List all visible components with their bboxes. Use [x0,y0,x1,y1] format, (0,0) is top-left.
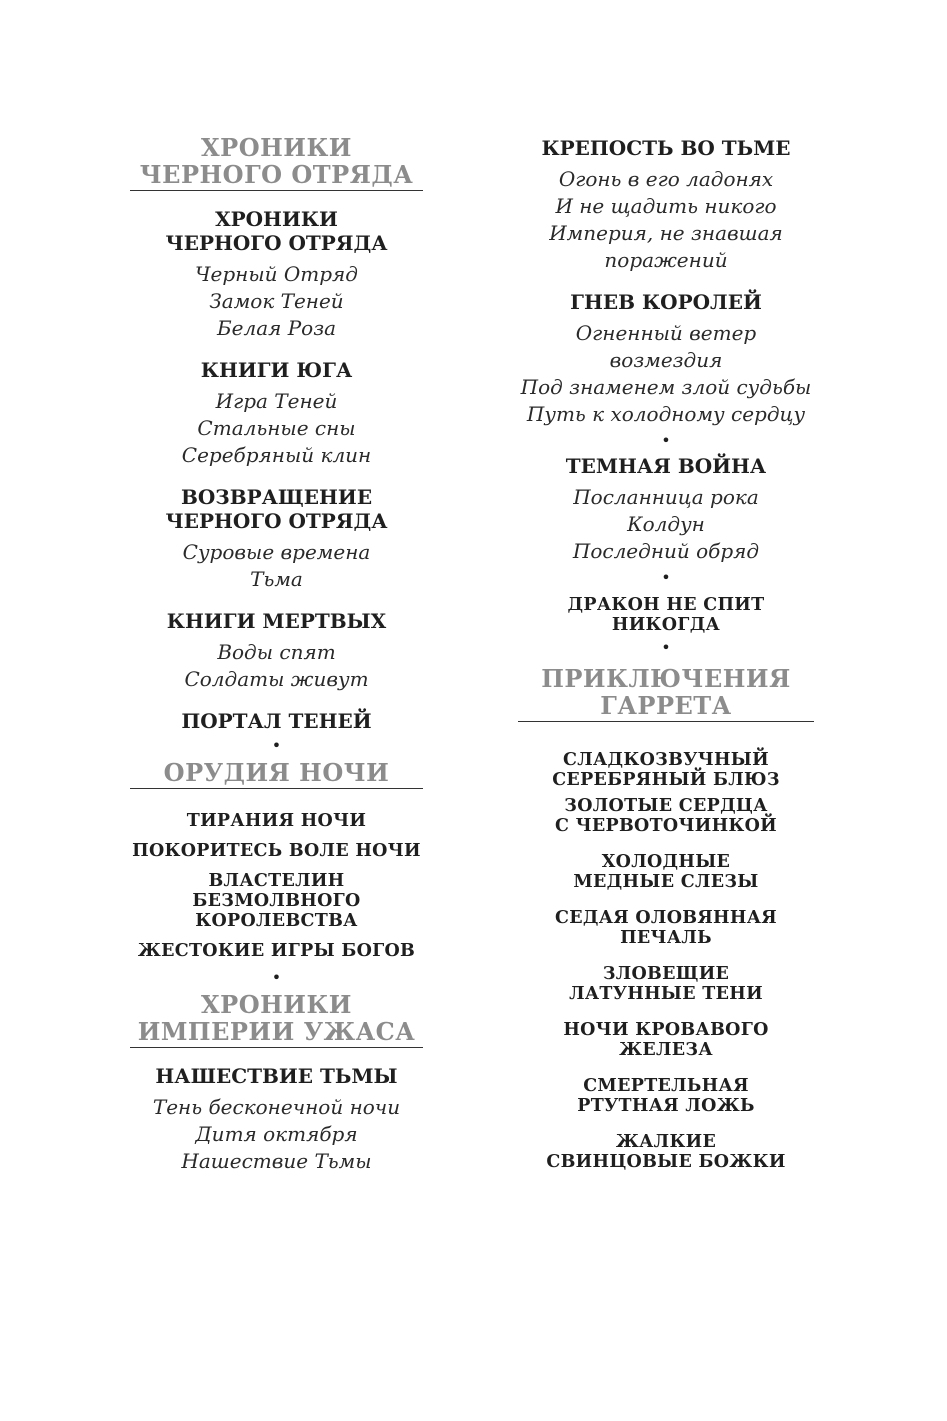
book-title: Огненный ветер возмездия [575,321,757,372]
book-title: ПЕЧАЛЬ [620,928,712,948]
book-title: НОЧИ КРОВАВОГО [563,1020,769,1040]
book-title: СЕДАЯ ОЛОВЯННАЯ [554,908,778,928]
book-title: С ЧЕРВОТОЧИНКОЙ [554,816,778,836]
book-portal-of-shadows: ПОРТАЛ ТЕНЕЙ [181,709,372,733]
book-title: ЖЕСТОКИЕ ИГРЫ БОГОВ [137,941,416,961]
series-wrath-of-kings [518,290,814,428]
book-title: КОРОЛЕВСТВА [195,911,358,931]
garrett-books-list [518,750,814,1172]
section-heading-garrett [518,665,814,722]
list-item [518,852,814,892]
book-title: Дитя октября [195,1122,358,1146]
list-item [518,796,814,836]
book-title: РТУТНАЯ ЛОЖЬ [577,1096,755,1116]
book-title: СЛАДКОЗВУЧНЫЙ [563,750,769,770]
series-title: НАШЕСТВИЕ ТЬМЫ [155,1064,398,1088]
book-title: Колдун [627,512,705,536]
book-title: Игра Теней [215,389,338,413]
section-heading-instruments-of-night [130,759,423,789]
book-title: Солдаты живут [184,667,369,691]
book-title: ЛАТУННЫЕ ТЕНИ [569,984,763,1004]
book-title: СМЕРТЕЛЬНАЯ [583,1076,749,1096]
series-title: ЧЕРНОГО ОТРЯДА [165,231,388,255]
book-title: Суровые времена [182,540,371,564]
series-fortress-in-darkness [518,136,814,274]
book-title: Стальные сны [197,416,356,440]
section-title-line: ПРИКЛЮЧЕНИЯ [541,664,791,693]
book-title: ЖАЛКИЕ [615,1132,717,1152]
book-title: Огонь в его ладонях [558,167,774,191]
right-column [518,136,814,1172]
book-title: Воды спят [217,640,336,664]
instruments-list [130,811,423,961]
book-title: ХОЛОДНЫЕ [601,852,731,872]
left-column [130,134,423,1175]
series-books-of-dead [130,609,423,693]
section-title-line: ЧЕРНОГО ОТРЯДА [139,160,414,189]
book-title: Серебряный клин [181,443,372,467]
series-title: ТЕМНАЯ ВОЙНА [565,454,767,478]
series-invasion-of-darkness [130,1064,423,1175]
separator-dot: • [661,638,671,657]
book-title: И не щадить никого [555,194,777,218]
section-title-line: ХРОНИКИ [201,133,352,162]
book-dragon-never-sleeps: ДРАКОН НЕ СПИТ НИКОГДА [567,595,765,635]
list-item [518,1020,814,1060]
series-title: ХРОНИКИ [215,207,338,231]
series-title: ЧЕРНОГО ОТРЯДА [165,509,388,533]
series-title: КНИГИ ЮГА [200,358,353,382]
book-title: Под знаменем злой судьбы [520,375,812,399]
book-title: ПОКОРИТЕСЬ ВОЛЕ НОЧИ [132,841,421,861]
book-title: ЗЛОВЕЩИЕ [602,964,730,984]
separator-dot: • [661,568,671,587]
book-title: ВЛАСТЕЛИН БЕЗМОЛВНОГО [192,871,361,911]
section-heading-empire-of-horror [130,991,423,1048]
series-title: КНИГИ МЕРТВЫХ [166,609,387,633]
list-item [518,750,814,790]
series-dark-war [518,454,814,565]
book-title: ЗОЛОТЫЕ СЕРДЦА [564,796,768,816]
book-title: Тень бесконечной ночи [152,1095,401,1119]
series-title: ВОЗВРАЩЕНИЕ [180,485,373,509]
section-heading-black-company [130,134,423,191]
separator-dot: • [271,968,282,987]
series-black-company [130,207,423,342]
separator-dot: • [661,431,671,450]
list-item [518,1076,814,1116]
book-title: СВИНЦОВЫЕ БОЖКИ [546,1152,786,1172]
series-title: ГНЕВ КОРОЛЕЙ [570,290,762,314]
list-item [518,1132,814,1172]
list-item [518,964,814,1004]
separator-dot: • [271,736,282,755]
book-title: Белая Роза [216,316,337,340]
book-title: Нашествие Тьмы [181,1149,372,1173]
series-books-of-south [130,358,423,469]
book-title: Путь к холодному сердцу [526,402,806,426]
book-title: Черный Отряд [195,262,358,286]
book-title: Последний обряд [572,539,760,563]
series-title: КРЕПОСТЬ ВО ТЬМЕ [541,136,791,160]
book-title: ТИРАНИЯ НОЧИ [186,811,367,831]
book-title: Тьма [250,567,303,591]
section-title-line: ОРУДИЯ НОЧИ [163,758,390,787]
book-title: Посланница рока [573,485,759,509]
book-title: МЕДНЫЕ СЛЕЗЫ [573,872,759,892]
section-title-line: ГАРРЕТА [600,691,732,720]
book-title: СЕРЕБРЯНЫЙ БЛЮЗ [552,770,780,790]
book-title: ЖЕЛЕЗА [619,1040,713,1060]
series-return [130,485,423,593]
book-title: Империя, не знавшая поражений [549,221,783,272]
list-item [518,908,814,948]
section-title-line: ИМПЕРИИ УЖАСА [137,1017,416,1046]
section-title-line: ХРОНИКИ [201,990,352,1019]
book-title: Замок Теней [209,289,344,313]
